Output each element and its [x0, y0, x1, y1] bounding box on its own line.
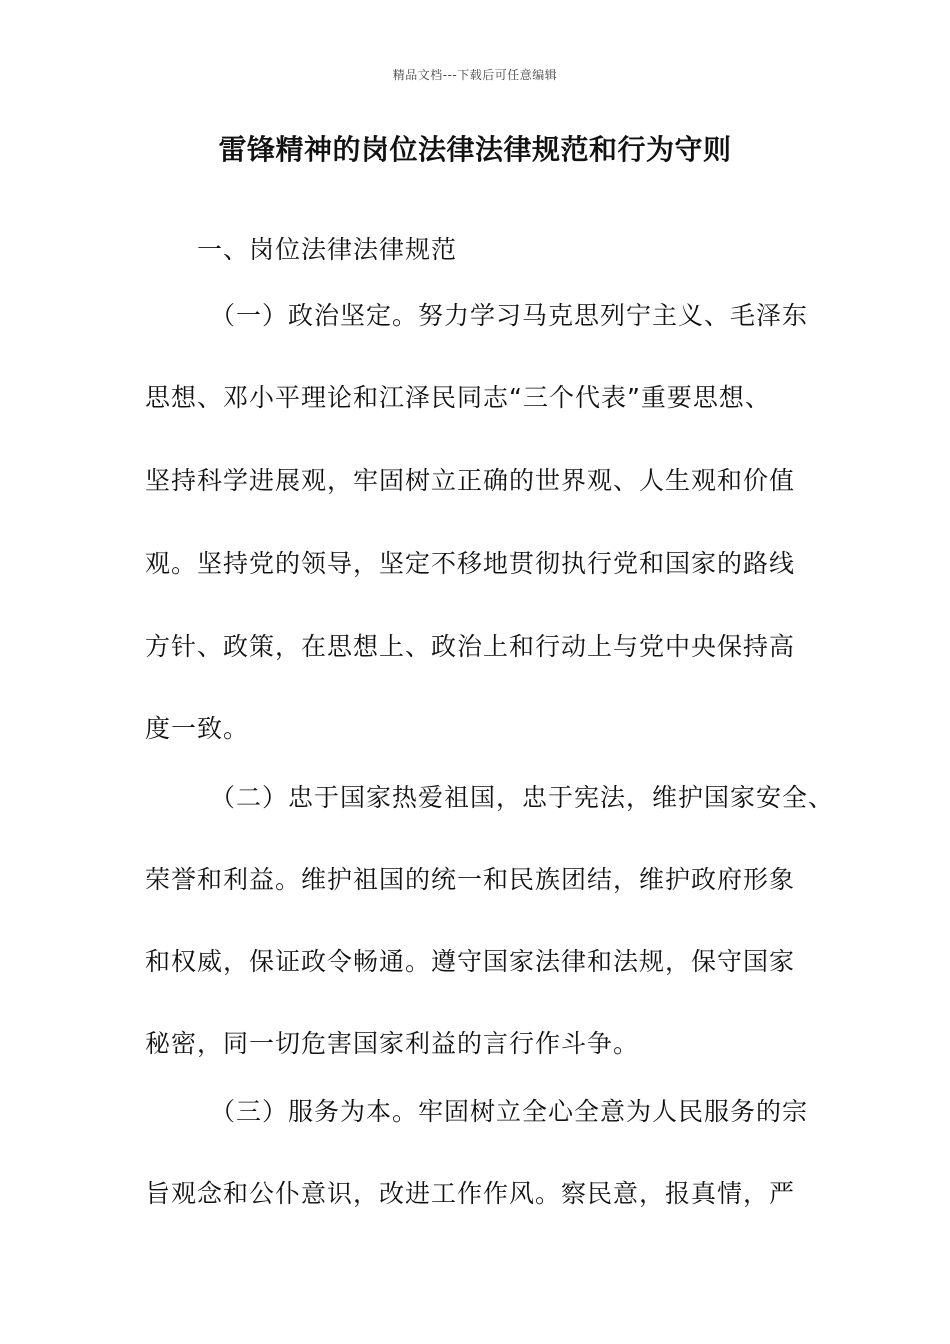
paragraph-line: （一）政治坚定。努力学习马克思列宁主义、毛泽东 — [210, 301, 809, 330]
paragraph-line: 坚持科学进展观，牢固树立正确的世界观、人生观和价值 — [145, 466, 796, 495]
paragraph-line: 思想、邓小平理论和江泽民同志“三个代表”重要思想、 — [145, 383, 771, 412]
paragraph-line: 方针、政策，在思想上、政治上和行动上与党中央保持高 — [145, 632, 796, 661]
paragraph-line: 和权威，保证政令畅通。遵守国家法律和法规，保守国家 — [145, 947, 796, 976]
document-title: 雷锋精神的岗位法律法律规范和行为守则 — [218, 133, 732, 166]
paragraph-line: 旨观念和公仆意识，改进工作作风。察民意，报真情，严 — [145, 1179, 796, 1208]
page-header: 精品文档---下载后可任意编辑 — [392, 68, 558, 82]
section-heading: 一、岗位法律法律规范 — [197, 235, 458, 264]
paragraph-line: （二）忠于国家热爱祖国，忠于宪法，维护国家安全、 — [210, 783, 835, 812]
paragraph-line: 荣誉和利益。维护祖国的统一和民族团结，维护政府形象 — [145, 865, 796, 894]
paragraph-line: （三）服务为本。牢固树立全心全意为人民服务的宗 — [210, 1097, 809, 1126]
paragraph-line: 秘密，同一切危害国家利益的言行作斗争。 — [145, 1029, 640, 1058]
paragraph-line: 度一致。 — [145, 714, 250, 743]
paragraph-line: 观。坚持党的领导，坚定不移地贯彻执行党和国家的路线 — [145, 549, 796, 578]
